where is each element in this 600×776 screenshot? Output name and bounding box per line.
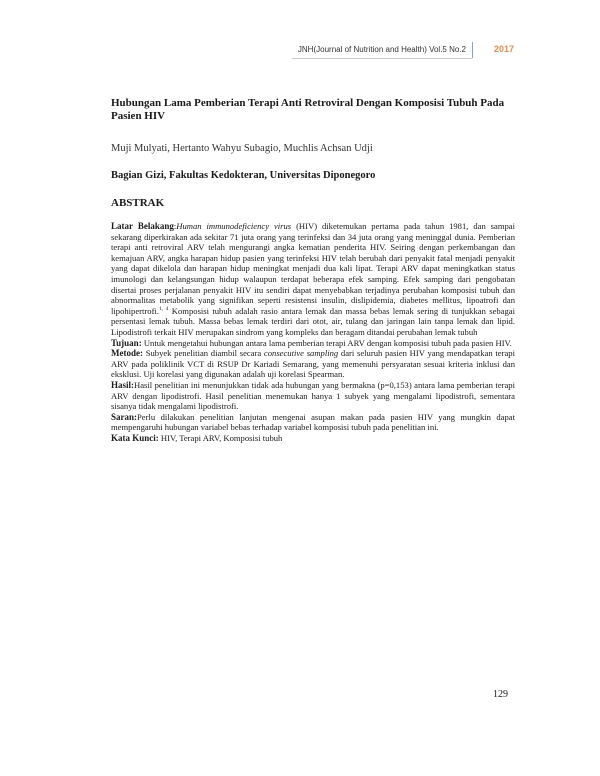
- abstract-method: [111, 348, 515, 380]
- results-label: Hasil:: [111, 379, 135, 390]
- abstract-results: [111, 380, 515, 412]
- method-italic-term: consecutive sampling: [263, 348, 339, 359]
- article-body: [111, 97, 515, 443]
- aim-text: Untuk mengetahui hubungan antara lama pemberian terapi ARV dengan komposisi tubuh pada pasien HIV.: [141, 337, 512, 348]
- abstract-heading: ABSTRAK: [111, 197, 165, 209]
- page-number: 129: [493, 689, 508, 700]
- author-list: Muji Mulyati, Hertanto Wahyu Subagio, Muchlis Achsan Udji: [111, 143, 373, 154]
- abstract: [111, 221, 515, 443]
- suggestion-text: Perlu dilakukan penelitian lanjutan mengenai asupan makan pada pasien HIV yang mungkin dapat mempengaruhi hubungan variabel bebas terhadap variabel komposisi tubuh pada penelitian ini.: [111, 411, 515, 433]
- abstract-background: [111, 221, 515, 338]
- keywords-label: Kata Kunci:: [111, 432, 159, 443]
- background-italic-term: Human immunodeficiency virus: [176, 221, 292, 231]
- background-text-after: Komposisi tubuh adalah rasio antara lemak dan massa bebas lemak sering di tunjukkan sebagai persentasi lemak tubuh. Massa bebas lemak terdiri dari otot, air, tulang dan jaringan lain tanpa lemak dan lipid. Lipodistrofi terkait HIV merupakan sindrom yang kompleks dan beragam ditandai perubahan lemak tubuh: [111, 305, 515, 337]
- journal-year: 2017: [493, 44, 514, 54]
- results-text: Hasil penelitian ini menunjukkan tidak ada hubungan yang bermakna (p=0,153) antara lama pemberian terapi ARV dengan lipodistrofi. Hasil penelitian menemukan hanya 1 subyek yang mengalami lipodistrofi, sementara sisanya tidak mengalami lipodistrofi.: [111, 379, 515, 412]
- method-text-after: dari seluruh pasien HIV yang mendapatkan terapi ARV pada poliklinik VCT di RSUP Dr Kariadi Semarang, yang memenuhi persyaratan sesuai kriteria inklusi dan eksklusi. Uji korelasi yang digunakan adalah uji korelasi Spearman.: [111, 348, 515, 380]
- background-label: Latar Belakang: [111, 221, 174, 231]
- keywords-text: HIV, Terapi ARV, Komposisi tubuh: [158, 432, 283, 443]
- aim-label: Tujuan:: [111, 337, 142, 348]
- suggestion-label: Saran:: [111, 411, 138, 422]
- affiliation: Bagian Gizi, Fakultas Kedokteran, Universitas Diponegoro: [111, 170, 376, 181]
- header-separator: [472, 42, 473, 58]
- abstract-aim: [111, 338, 515, 349]
- method-text-before: Subyek penelitian diambil secara: [142, 348, 264, 359]
- article-title: Hubungan Lama Pemberian Terapi Anti Retroviral Dengan Komposisi Tubuh Pada Pasien HIV: [111, 97, 505, 122]
- background-text: (HIV) diketemukan pertama pada tahun 1981, dan sampai sekarang diperkirakan ada sekitar 71 juta orang yang terinfeksi dan 34 juta orang yang meninggal dunia. Pemberian terapi anti retroviral ARV telah mengurangi angka kematian penderita HIV. Seiring dengan perkembangan dan kemajuan ARV, angka harapan hidup pasien yang terinfeksi HIV telah berubah dari penyakit fatal menjadi penyakit yang dapat dikelola dan harapan hidup meningkat menjadi dua kali lipat. Terapi ARV dapat meningkatkan status imunologi dan kelangsungan hidup walaupun terdapat beberapa efek samping. Efek samping dari pengobatan disertai proses perjalanan penyakit HIV itu sendiri dapat menyebabkan terjadinya perubahan komposisi tubuh dan abnormalitas metabolik yang signifikan seperti resistensi insulin, dislipidemia, diabetes mellitus, lipoatrofi dan lipohipertrofi.: [111, 221, 516, 316]
- citation-superscript: 1, 4: [158, 305, 169, 312]
- header-rule: [292, 58, 472, 59]
- abstract-suggestion: [111, 412, 515, 433]
- journal-name: JNH(Journal of Nutrition and Health) Vol.5 No.2: [297, 45, 466, 54]
- background-sep: :: [173, 221, 177, 231]
- journal-header: [297, 42, 514, 58]
- abstract-keywords: [111, 433, 515, 444]
- method-label: Metode:: [111, 348, 143, 359]
